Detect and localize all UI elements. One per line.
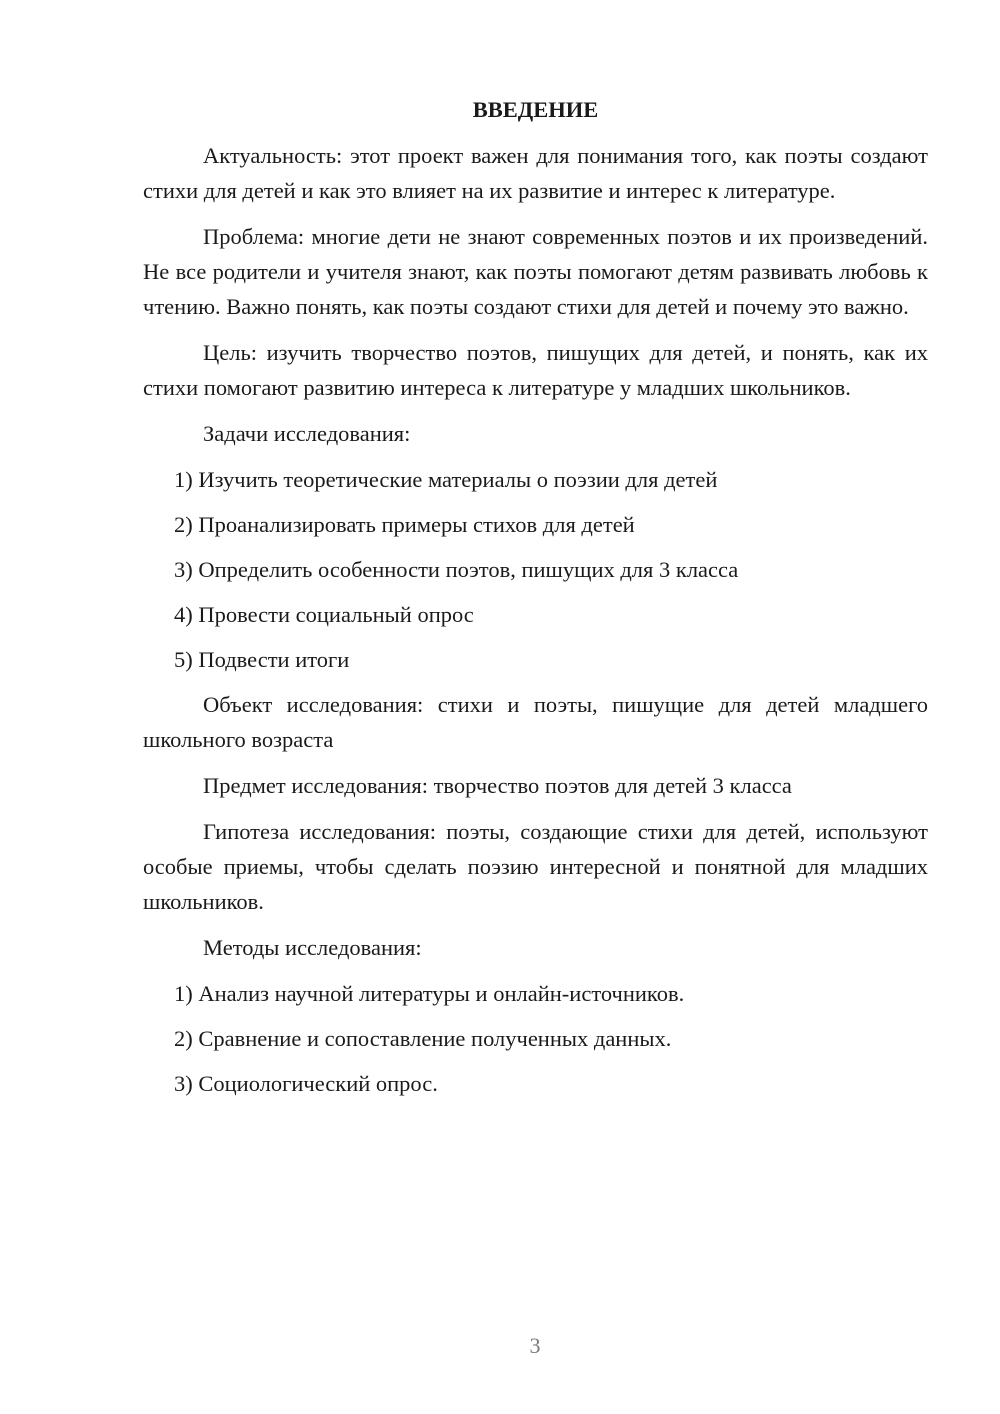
list-item: 2) Проанализировать примеры стихов для детей — [174, 512, 635, 537]
goal-paragraph: Цель: изучить творчество поэтов, пишущих для детей, и понять, как их стихи помогают развитию интереса к литературе у младших школьников. — [143, 340, 928, 400]
list-item: 1) Изучить теоретические материалы о поэзии для детей — [174, 467, 718, 492]
tasks-list — [143, 462, 928, 677]
subject-paragraph: Предмет исследования: творчество поэтов для детей 3 класса — [203, 773, 792, 798]
list-item: 2) Сравнение и сопоставление полученных данных. — [174, 1026, 672, 1051]
page-number: 3 — [529, 1333, 541, 1358]
tasks-heading: Задачи исследования: — [203, 421, 411, 446]
object-paragraph: Объект исследования: стихи и поэты, пишущие для детей младшего школьного возраста — [143, 692, 928, 752]
list-item: 3) Определить особенности поэтов, пишущих для 3 класса — [174, 557, 739, 582]
methods-heading: Методы исследования: — [203, 935, 422, 960]
hypothesis-paragraph: Гипотеза исследования: поэты, создающие стихи для детей, используют особые приемы, чтобы сделать поэзию интересной и понятной для младших школьников. — [143, 819, 928, 914]
methods-list — [143, 976, 928, 1101]
list-item: 4) Провести социальный опрос — [174, 602, 474, 627]
section-title: ВВЕДЕНИЕ — [472, 97, 599, 122]
relevance-paragraph: Актуальность: этот проект важен для понимания того, как поэты создают стихи для детей и как это влияет на их развитие и интерес к литературе. — [143, 143, 928, 203]
problem-paragraph: Проблема: многие дети не знают современных поэтов и их произведений. Не все родители и учителя знают, как поэты помогают детям развивать любовь к чтению. Важно понять, как поэты создают стихи для детей и почему это важно. — [143, 224, 928, 319]
list-item: 3) Социологический опрос. — [174, 1071, 438, 1096]
page-content — [143, 92, 928, 1111]
list-item: 5) Подвести итоги — [174, 647, 350, 672]
list-item: 1) Анализ научной литературы и онлайн-источников. — [174, 981, 685, 1006]
